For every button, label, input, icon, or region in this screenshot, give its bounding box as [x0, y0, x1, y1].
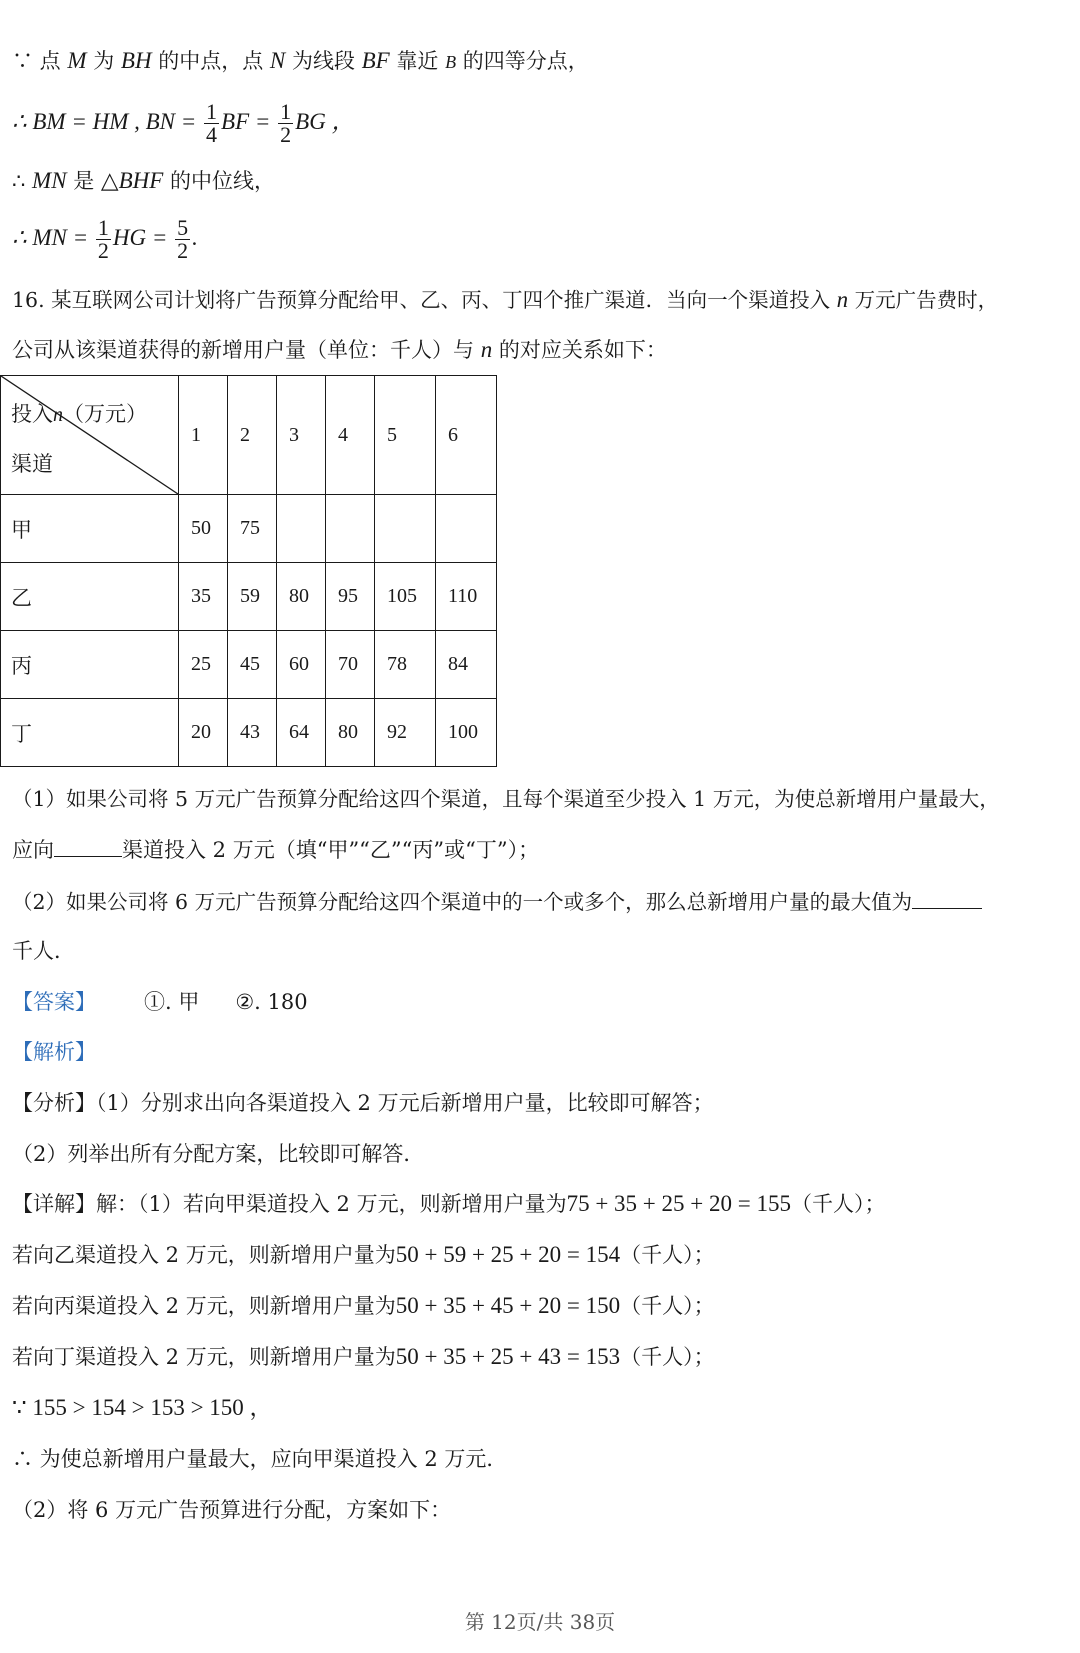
solution-line-1: ∵ 点 M 为 BH 的中点，点 N 为线段 BF 靠近 B 的四等分点， [12, 48, 589, 73]
table-cell: 105 [375, 563, 436, 631]
table-cell: 75 [228, 495, 277, 563]
answer-2: ②. 180 [235, 990, 308, 1014]
table-cell [436, 495, 497, 563]
answer-label: 【答案】 [12, 990, 96, 1014]
table-cell: 110 [436, 563, 497, 631]
question-2-line-1: （2）如果公司将 6 万元广告预算分配给这四个渠道中的一个或多个，那么总新增用户量的最大值为 [12, 886, 982, 917]
table-cell: 78 [375, 631, 436, 699]
solution-line-2: ∴ BM = HM , BN = $\frac{1}{4}$ BF = $\frac{1}{2}$ BG ， [12, 99, 355, 147]
analysis-label: 【解析】 [12, 1040, 96, 1064]
problem-16-intro-line-1: 16. 某互联网公司计划将广告预算分配给甲、乙、丙、丁四个推广渠道．当向一个渠道投入 n 万元广告费时， [12, 287, 999, 312]
column-header: 4 [326, 376, 375, 495]
answer-blank-2 [912, 886, 982, 909]
table-cell: 84 [436, 631, 497, 699]
table-cell: 59 [228, 563, 277, 631]
table-row [1, 495, 497, 563]
table-cell: 80 [326, 699, 375, 767]
question-1-line-2: 应向 渠道投入 2 万元（填“甲”“乙”“丙”或“丁”）； [12, 834, 539, 865]
table-cell: 100 [436, 699, 497, 767]
table-cell [277, 495, 326, 563]
table-cell: 25 [179, 631, 228, 699]
table-cell [326, 495, 375, 563]
table-cell: 20 [179, 699, 228, 767]
detail-line-3: 若向丙渠道投入 2 万元，则新增用户量为50 + 35 + 45 + 20 = 150（千人）； [12, 1293, 715, 1318]
detail-line-1: 【详解】解：（1）若向甲渠道投入 2 万元，则新增用户量为75 + 35 + 25 + 20 = 155（千人）； [12, 1191, 886, 1216]
row-label: 乙 [1, 563, 179, 631]
fraction: $\frac{1}{2}$ [97, 215, 109, 263]
fraction: $\frac{5}{2}$ [177, 215, 189, 263]
fenxi-line-1: 【分析】（1）分别求出向各渠道投入 2 万元后新增用户量，比较即可解答； [12, 1091, 714, 1115]
part-2-line: （2）将 6 万元广告预算进行分配，方案如下： [12, 1498, 452, 1522]
solution-line-3: ∴ MN 是 △BHF 的中位线， [12, 168, 275, 193]
table-row [1, 699, 497, 767]
compare-line: ∵ 155 > 154 > 153 > 150 ， [12, 1395, 273, 1420]
answer-line [12, 987, 308, 1017]
table-row [1, 563, 497, 631]
conclusion-line: ∴ 为使总新增用户量最大，应向甲渠道投入 2 万元． [12, 1447, 508, 1471]
row-label: 甲 [1, 495, 179, 563]
question-1-line-1: （1）如果公司将 5 万元广告预算分配给这四个渠道，且每个渠道至少投入 1 万元，为使总新增用户量最大， [12, 787, 1000, 811]
solution-line-4: ∴ MN = $\frac{1}{2}$ HG = $\frac{5}{2}$ . [12, 215, 198, 263]
column-header: 1 [179, 376, 228, 495]
table-cell: 70 [326, 631, 375, 699]
fenxi-line-2: （2）列举出所有分配方案，比较即可解答． [12, 1142, 425, 1166]
table-cell: 95 [326, 563, 375, 631]
row-label: 丁 [1, 699, 179, 767]
detail-line-2: 若向乙渠道投入 2 万元，则新增用户量为50 + 59 + 25 + 20 = 154（千人）； [12, 1242, 715, 1267]
table-row [1, 631, 497, 699]
answer-1: ①. 甲 [144, 990, 200, 1014]
corner-header-top: 投入n（万元） [11, 402, 147, 426]
page-footer: 第 12页/共 38页 [464, 1610, 616, 1634]
answer-blank-1 [54, 834, 122, 857]
fraction: $\frac{1}{2}$ [280, 99, 292, 147]
table-corner-header [1, 376, 179, 495]
row-label: 丙 [1, 631, 179, 699]
problem-16-intro-line-2: 公司从该渠道获得的新增用户量（单位：千人）与 n 的对应关系如下： [12, 337, 667, 362]
column-header: 6 [436, 376, 497, 495]
table-cell: 50 [179, 495, 228, 563]
table-header-row [1, 376, 497, 495]
table-cell [375, 495, 436, 563]
detail-line-4: 若向丁渠道投入 2 万元，则新增用户量为50 + 35 + 25 + 43 = 153（千人）； [12, 1344, 715, 1369]
column-header: 3 [277, 376, 326, 495]
fraction: $\frac{1}{4}$ [206, 99, 218, 147]
table-cell: 60 [277, 631, 326, 699]
column-header: 5 [375, 376, 436, 495]
table-cell: 92 [375, 699, 436, 767]
table-cell: 64 [277, 699, 326, 767]
table-cell: 80 [277, 563, 326, 631]
channel-user-table [0, 375, 497, 767]
table-cell: 45 [228, 631, 277, 699]
column-header: 2 [228, 376, 277, 495]
corner-header-bottom: 渠道 [11, 452, 53, 476]
table-cell: 35 [179, 563, 228, 631]
table-cell: 43 [228, 699, 277, 767]
question-2-line-2: 千人． [12, 939, 75, 963]
